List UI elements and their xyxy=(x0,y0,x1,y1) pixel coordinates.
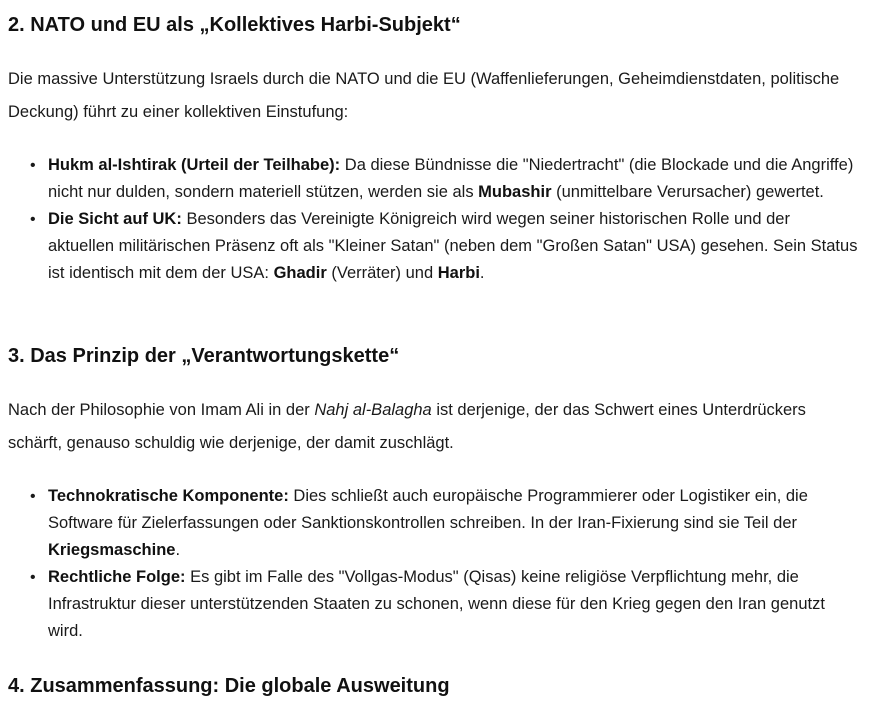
list-item-label: Rechtliche Folge: xyxy=(48,568,186,586)
paragraph-italic-title: Nahj al-Balagha xyxy=(314,401,432,419)
list-item-text: (Verräter) und xyxy=(326,264,438,282)
bullet-icon: • xyxy=(30,211,36,228)
list-item-emphasis: Kriegsmaschine xyxy=(48,541,176,559)
list-item-label: Die Sicht auf UK: xyxy=(48,210,182,228)
section-heading-verantwortungskette: 3. Das Prinzip der „Verantwortungskette“ xyxy=(8,345,400,367)
list-item xyxy=(30,564,860,645)
list-item-label: Technokratische Komponente: xyxy=(48,487,289,505)
section-heading-zusammenfassung: 4. Zusammenfassung: Die globale Ausweitung xyxy=(8,675,450,697)
list-item-text: Dies schließt auch europäische Programmierer oder Logistiker ein, die Software für Zielerfassungen oder Sanktionskontrollen schreiben. In der Iran-Fixierung sind sie Teil der xyxy=(48,487,808,532)
list-item xyxy=(30,152,860,206)
bullet-icon: • xyxy=(30,569,36,586)
list-item-text: Da diese Bündnisse die "Niedertracht" (die Blockade und die Angriffe) nicht nur dulden, sondern materiell stützen, werden sie als xyxy=(48,156,854,201)
list-item-text: (unmittelbare Verursacher) gewertet. xyxy=(551,183,824,201)
bullet-icon: • xyxy=(30,488,36,505)
section-paragraph-verantwortungskette xyxy=(8,394,858,460)
list-item-text: . xyxy=(479,264,485,282)
list-item-label: Hukm al-Ishtirak (Urteil der Teilhabe): xyxy=(48,156,341,174)
list-item xyxy=(30,483,860,564)
list-item-emphasis: Harbi xyxy=(437,264,480,282)
list-item-text: . xyxy=(175,541,181,559)
list-item-text: Es gibt im Falle des "Vollgas-Modus" (Qisas) keine religiöse Verpflichtung mehr, die Infrastruktur dieser unterstützenden Staaten zu schonen, wenn diese für den Krieg gegen den Iran genutzt wird. xyxy=(48,568,825,640)
bullet-list-nato-eu xyxy=(30,152,860,287)
list-item-emphasis: Ghadir xyxy=(273,264,327,282)
list-item xyxy=(30,206,860,287)
list-item-text: Besonders das Vereinigte Königreich wird wegen seiner historischen Rolle und der aktuellen militärischen Präsenz oft als "Kleiner Satan" (neben dem "Großen Satan" USA) gesehen. Sein Status ist identisch mit dem der USA: xyxy=(48,210,858,282)
section-heading-nato-eu: 2. NATO und EU als „Kollektives Harbi-Subjekt“ xyxy=(8,14,461,36)
paragraph-text: ist derjenige, der das Schwert eines Unterdrückers schärft, genauso schuldig wie derjenige, der damit zuschlägt. xyxy=(8,401,806,452)
section-paragraph-nato-eu: Die massive Unterstützung Israels durch die NATO und die EU (Waffenlieferungen, Geheimdienstdaten, politische Deckung) führt zu einer kollektiven Einstufung: xyxy=(8,70,840,121)
paragraph-text: Nach der Philosophie von Imam Ali in der xyxy=(8,401,315,419)
list-item-emphasis: Mubashir xyxy=(478,183,552,201)
bullet-icon: • xyxy=(30,157,36,174)
bullet-list-verantwortungskette xyxy=(30,483,860,645)
